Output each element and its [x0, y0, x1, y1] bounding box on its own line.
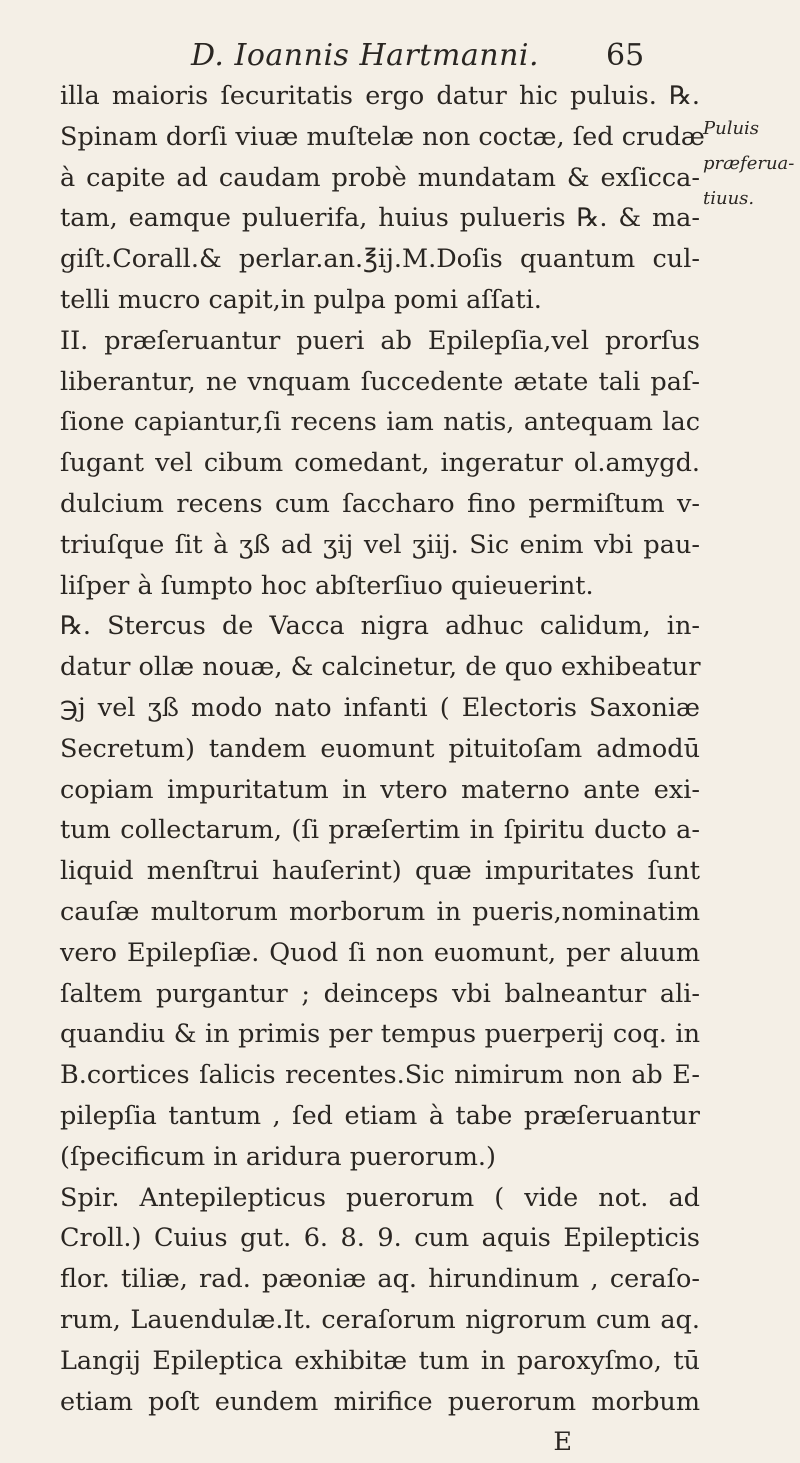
- text-line: pilepſia tantum , ſed etiam à tabe præſeruantur: [60, 1100, 700, 1131]
- text-line: flor. tiliæ, rad. pæoniæ aq. hirundinum , ceraſo-: [60, 1264, 700, 1295]
- text-line: quandiu & in primis per tempus puerperij coq. in: [60, 1019, 700, 1050]
- text-line: tam, eamque puluerifa, huius pulueris ℞. & ma-: [60, 203, 700, 234]
- text-line: vero Epilepſiæ. Quod ſi non euomunt, per aluum: [60, 937, 700, 968]
- text-line: Spinam dorſi viuæ muſtelæ non coctæ, ſed crudæ: [60, 121, 705, 152]
- text-line: B.cortices ſalicis recentes.Sic nimirum non ab E-: [60, 1060, 700, 1091]
- text-line: liberantur, ne vnquam ſuccedente ætate tali paſ-: [60, 366, 700, 397]
- text-line: cauſæ multorum morborum in pueris,nominatim: [60, 896, 700, 927]
- text-line: telli mucro capit,in pulpa pomi aſſati.: [60, 284, 542, 315]
- text-line: rum, Lauendulæ.It. ceraſorum nigrorum cum aq.: [60, 1304, 700, 1335]
- text-line: datur ollæ nouæ, & calcinetur, de quo exhibeatur: [60, 652, 701, 683]
- text-line: tum collectarum, (ſi præſertim in ſpiritu ducto a-: [60, 815, 700, 846]
- running-head: D. Ioannis Hartmanni.: [190, 38, 540, 73]
- text-line: Langij Epileptica exhibitæ tum in paroxyſmo, tū: [60, 1345, 700, 1376]
- text-line: liſper à ſumpto hoc abſterſiuo quieuerint.: [60, 570, 594, 601]
- catchword: E: [553, 1427, 572, 1458]
- text-line: ſugant vel cibum comedant, ingeratur ol.amygd.: [60, 448, 700, 479]
- text-line: Croll.) Cuius gut. 6. 8. 9. cum aquis Epilepticis: [60, 1223, 700, 1254]
- text-line: II. præſeruantur pueri ab Epilepſia,vel prorſus: [60, 325, 700, 356]
- margin-note-line: præferua-: [703, 153, 795, 174]
- text-line: ſione capiantur,ſi recens iam natis, antequam lac: [60, 407, 700, 438]
- margin-note-line: tiuus.: [703, 188, 755, 209]
- text-line: copiam impuritatum in vtero materno ante exi-: [60, 774, 700, 805]
- text-line: (ſpecificum in aridura puerorum.): [60, 1141, 496, 1172]
- text-line: triuſque ſit à ʒß ad ʒij vel ʒiij. Sic enim vbi pau-: [60, 529, 700, 560]
- text-line: liquid menſtrui hauſerint) quæ impuritates ſunt: [60, 856, 700, 887]
- text-line: giſt.Corall.& perlar.an.℥ij.M.Doſis quantum cul-: [60, 244, 700, 275]
- margin-note-line: Puluis: [703, 118, 760, 139]
- page-header: [0, 34, 800, 74]
- text-line: à capite ad caudam probè mundatam & exſicca-: [60, 162, 700, 193]
- text-line: ℈j vel ʒß modo nato infanti ( Electoris Saxoniæ: [60, 692, 700, 723]
- text-line: illa maioris ſecuritatis ergo datur hic puluis. ℞.: [60, 81, 700, 111]
- text-line: Secretum) tandem euomunt pituitoſam admodū: [60, 733, 700, 764]
- text-line: ſaltem purgantur ; deinceps vbi balneantur ali-: [60, 978, 700, 1009]
- margin-note: [703, 111, 798, 216]
- text-line: etiam poſt eundem mirifice puerorum morbum: [60, 1386, 700, 1417]
- body-text: [60, 76, 705, 1463]
- text-line: Spir. Antepilepticus puerorum ( vide not. ad: [60, 1182, 700, 1213]
- text-line: dulcium recens cum ſaccharo fino permiſtum v-: [60, 488, 700, 519]
- page-number: 65: [606, 38, 645, 73]
- text-line: ℞. Stercus de Vacca nigra adhuc calidum, in-: [60, 611, 700, 642]
